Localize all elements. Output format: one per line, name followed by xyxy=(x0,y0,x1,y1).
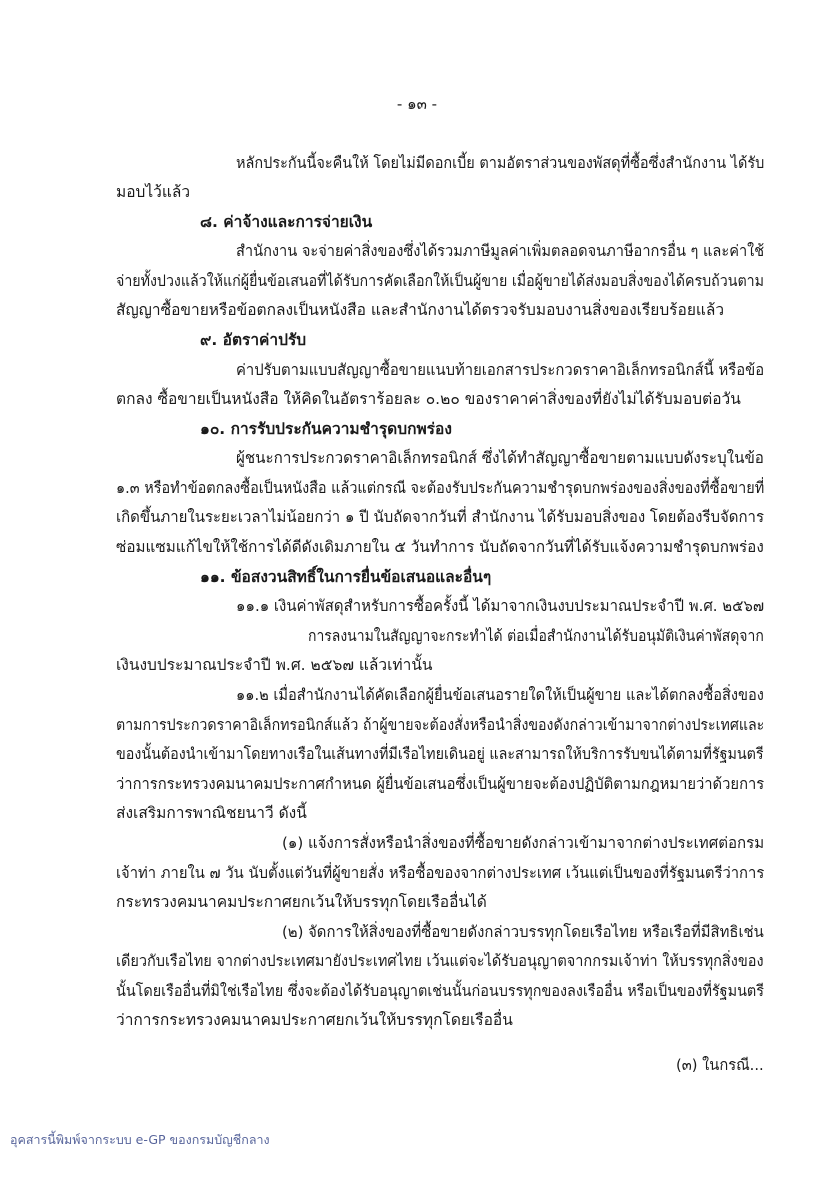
text-line: (๒) จัดการให้สิ่งของที่ซื้อขายดังกล่าวบรรทุกโดยเรือไทย หรือเรือที่มีสิทธิเช่น xyxy=(282,923,764,941)
text-line: สัญญาซื้อขายหรือข้อตกลงเป็นหนังสือ และสำนักงานได้ตรวจรับมอบงานสิ่งของเรียบร้อยแล้ว xyxy=(116,301,725,319)
text-line: ว่าการกระทรวงคมนาคมประกาศยกเว้นให้บรรทุกโดยเรืออื่น xyxy=(116,1011,513,1029)
text-line: จ่ายทั้งปวงแล้วให้แก่ผู้ยื่นข้อเสนอที่ได้รับการคัดเลือกให้เป็นผู้ขาย เมื่อผู้ขายได้ส่งมอบสิ่งของได้ครบถ้วนตาม xyxy=(116,272,765,290)
text-line: กระทรวงคมนาคมประกาศยกเว้นให้บรรทุกโดยเรืออื่นได้ xyxy=(116,893,487,911)
section-heading: ๘. ค่าจ้างและการจ่ายเงิน xyxy=(200,213,373,231)
text-line: ๑๑.๒ เมื่อสำนักงานได้คัดเลือกผู้ยื่นข้อเสนอรายใดให้เป็นผู้ขาย และได้ตกลงซื้อสิ่งของ xyxy=(236,686,764,704)
text-line: ๑๑.๑ เงินค่าพัสดุสำหรับการซื้อครั้งนี้ ได้มาจากเงินงบประมาณประจำปี พ.ศ. ๒๕๖๗ xyxy=(236,597,765,615)
text-line: ของนั้นต้องนำเข้ามาโดยทางเรือในเส้นทางที่มีเรือไทยเดินอยู่ และสามารถให้บริการรับขนได้ตามที่รัฐมนตรี xyxy=(116,745,764,763)
text-line: เกิดขึ้นภายในระยะเวลาไม่น้อยกว่า ๑ ปี นับถัดจากวันที่ สำนักงาน ได้รับมอบสิ่งของ โดยต้องรีบจัดการ xyxy=(116,508,765,526)
text-line: นั้นโดยเรืออื่นที่มิใช่เรือไทย ซึ่งจะต้องได้รับอนุญาตเช่นนั้นก่อนบรรทุกของลงเรืออื่น หรือเป็นของที่รัฐมนตรี xyxy=(116,982,765,1000)
continuation-note: (๓) ในกรณี... xyxy=(676,1056,764,1074)
text-line: (๑) แจ้งการสั่งหรือนำสิ่งของที่ซื้อขายดังกล่าวเข้ามาจากต่างประเทศต่อกรม xyxy=(282,834,765,852)
text-line: เจ้าท่า ภายใน ๗ วัน นับตั้งแต่วันที่ผู้ขายสั่ง หรือซื้อของจากต่างประเทศ เว้นแต่เป็นของที่รัฐมนตรีว่าการ xyxy=(116,864,765,882)
footer-note: อุคสารนี้พิมพ์จากระบบ e-GP ของกรมบัญชีกลาง xyxy=(10,1132,270,1147)
text-line: เงินงบประมาณประจำปี พ.ศ. ๒๕๖๗ แล้วเท่านั้น xyxy=(116,656,433,674)
text-line: ว่าการกระทรวงคมนาคมประกาศกำหนด ผู้ยื่นข้อเสนอซึ่งเป็นผู้ขายจะต้องปฏิบัติตามกฎหมายว่าด้วยการ xyxy=(116,775,765,793)
text-line: หลักประกันนี้จะคืนให้ โดยไม่มีดอกเบี้ย ตามอัตราส่วนของพัสดุที่ซื้อซึ่งสำนักงาน ได้รับ xyxy=(236,154,765,172)
section-heading: ๑๐. การรับประกันความชำรุดบกพร่อง xyxy=(200,420,452,438)
text-line: เดียวกับเรือไทย จากต่างประเทศมายังประเทศไทย เว้นแต่จะได้รับอนุญาตจากกรมเจ้าท่า ให้บรรทุกสิ่งของ xyxy=(116,952,764,970)
text-line: ซ่อมแซมแก้ไขให้ใช้การได้ดีดังเดิมภายใน ๕ วันทำการ นับถัดจากวันที่ได้รับแจ้งความชำรุดบกพร่อง xyxy=(116,538,764,556)
text-line: ผู้ชนะการประกวดราคาอิเล็กทรอนิกส์ ซึ่งได้ทำสัญญาซื้อขายตามแบบดังระบุในข้อ xyxy=(236,449,764,467)
section-heading: ๙. อัตราค่าปรับ xyxy=(200,331,307,349)
text-line: ค่าปรับตามแบบสัญญาซื้อขายแนบท้ายเอกสารประกวดราคาอิเล็กทรอนิกส์นี้ หรือข้อ xyxy=(236,361,765,379)
text-line: มอบไว้แล้ว xyxy=(116,183,191,201)
text-line: ๑.๓ หรือทำข้อตกลงซื้อเป็นหนังสือ แล้วแต่กรณี จะต้องรับประกันความชำรุดบกพร่องของสิ่งของที่ซื้อขายที่ xyxy=(116,479,765,497)
text-line: การลงนามในสัญญาจะกระทำได้ ต่อเมื่อสำนักงานได้รับอนุมัติเงินค่าพัสดุจาก xyxy=(308,627,764,645)
section-heading: ๑๑. ข้อสงวนสิทธิ์ในการยื่นข้อเสนอและอื่นๆ xyxy=(200,568,492,586)
text-line: ตกลง ซื้อขายเป็นหนังสือ ให้คิดในอัตราร้อยละ ๐.๒๐ ของราคาค่าสิ่งของที่ยังไม่ได้รับมอบต่อวัน xyxy=(116,390,741,408)
text-line: ตามการประกวดราคาอิเล็กทรอนิกส์แล้ว ถ้าผู้ขายจะต้องสั่งหรือนำสิ่งของดังกล่าวเข้ามาจากต่างประเทศและ xyxy=(116,716,765,734)
text-line: สำนักงาน จะจ่ายค่าสิ่งของซึ่งได้รวมภาษีมูลค่าเพิ่มตลอดจนภาษีอากรอื่น ๆ และค่าใช้ xyxy=(236,242,765,260)
text-line: ส่งเสริมการพาณิชยนาวี ดังนี้ xyxy=(116,804,307,822)
page-number: - ๑๓ - xyxy=(396,95,438,113)
